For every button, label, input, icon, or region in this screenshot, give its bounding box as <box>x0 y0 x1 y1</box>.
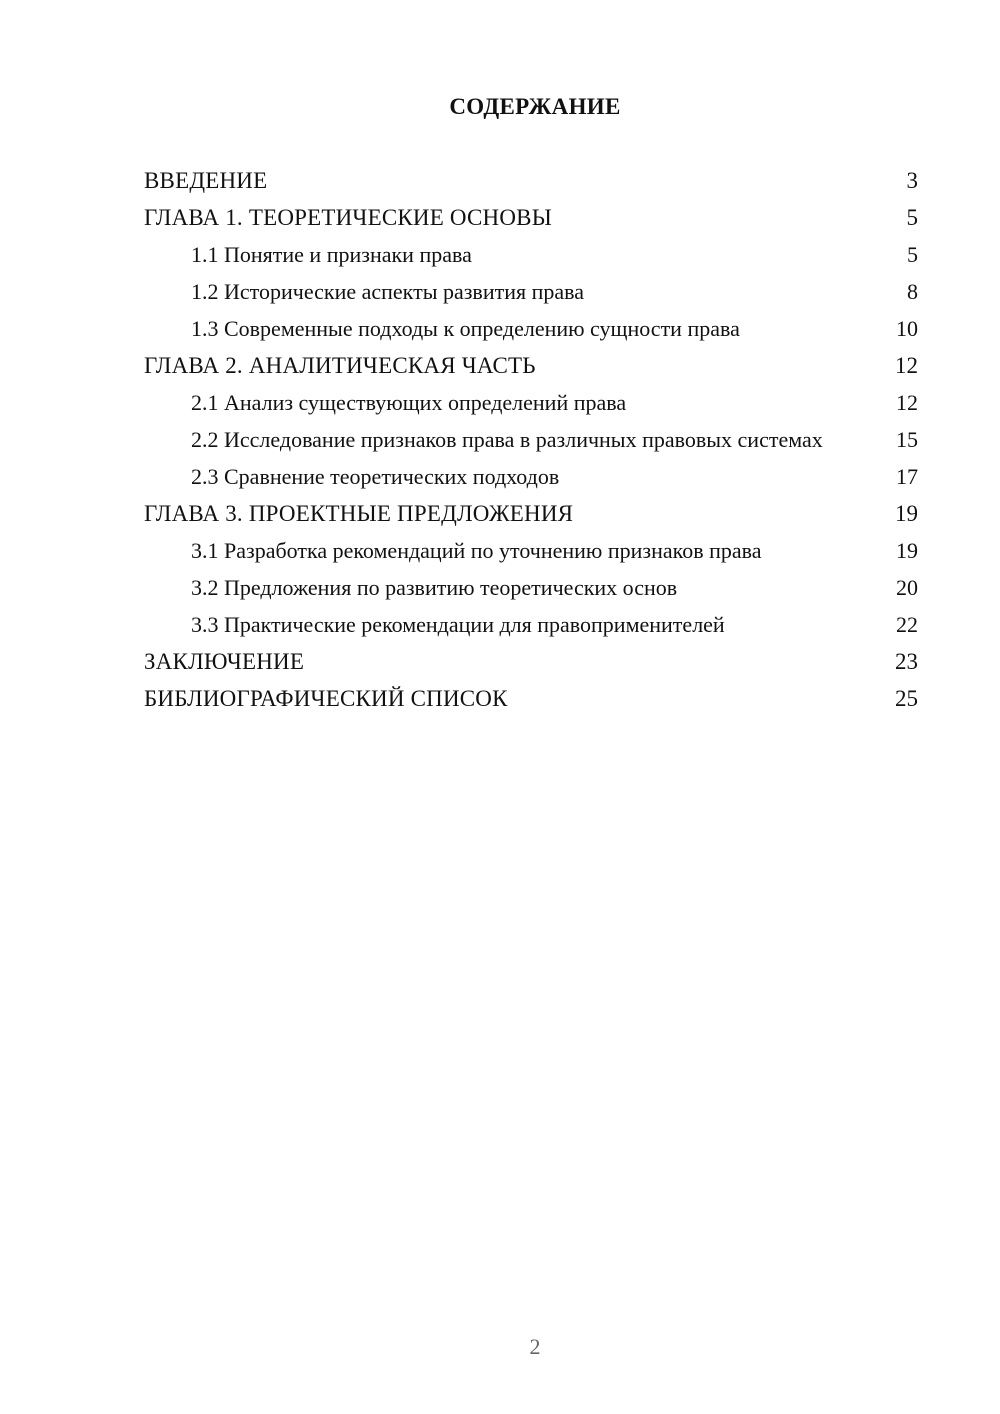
toc-entry-introduction <box>144 168 918 194</box>
toc-entry-page: 23 <box>895 649 918 674</box>
toc-entry-page: 22 <box>896 612 918 637</box>
toc-entry-section-2-3 <box>191 464 918 490</box>
page-number: 2 <box>529 1334 541 1359</box>
toc-entry-chapter-1 <box>144 205 918 231</box>
toc-entry-text: 2.1 Анализ существующих определений права <box>191 390 627 415</box>
toc-entry-page: 12 <box>896 390 918 415</box>
toc-entry-section-1-3 <box>191 316 918 342</box>
toc-entry-chapter-3 <box>144 501 918 527</box>
toc-entry-section-3-1 <box>191 538 918 564</box>
toc-entry-text: 1.1 Понятие и признаки права <box>191 242 472 267</box>
toc-entry-text: ГЛАВА 3. ПРОЕКТНЫЕ ПРЕДЛОЖЕНИЯ <box>144 501 574 526</box>
toc-entry-page: 3 <box>906 168 918 193</box>
toc-entry-section-2-1 <box>191 390 918 416</box>
toc-entry-text: 3.2 Предложения по развитию теоретических основ <box>191 575 678 600</box>
toc-entry-page: 12 <box>895 353 918 378</box>
toc-entry-text: 2.3 Сравнение теоретических подходов <box>191 464 560 489</box>
toc-entry-page: 15 <box>896 427 918 452</box>
toc-entry-page: 5 <box>906 205 918 230</box>
toc-entry-conclusion <box>144 649 918 675</box>
toc-entry-page: 19 <box>895 501 918 526</box>
toc-entry-page: 5 <box>907 242 918 267</box>
toc-entry-text: ЗАКЛЮЧЕНИЕ <box>144 649 305 674</box>
toc-entry-page: 8 <box>907 279 918 304</box>
table-of-contents <box>144 168 918 723</box>
toc-entry-section-1-2 <box>191 279 918 305</box>
toc-entry-section-3-2 <box>191 575 918 601</box>
toc-entry-text: БИБЛИОГРАФИЧЕСКИЙ СПИСОК <box>144 686 508 711</box>
toc-entry-page: 19 <box>896 538 918 563</box>
toc-entry-text: 1.2 Исторические аспекты развития права <box>191 279 585 304</box>
toc-entry-section-1-1 <box>191 242 918 268</box>
toc-entry-bibliography <box>144 686 918 712</box>
toc-entry-section-3-3 <box>191 612 918 638</box>
toc-entry-text: ГЛАВА 2. АНАЛИТИЧЕСКАЯ ЧАСТЬ <box>144 353 536 378</box>
toc-title: СОДЕРЖАНИЕ <box>449 94 621 119</box>
toc-entry-text: 3.3 Практические рекомендации для правоприменителей <box>191 612 725 637</box>
toc-entry-page: 17 <box>896 464 918 489</box>
toc-entry-text: ВВЕДЕНИЕ <box>144 168 268 193</box>
toc-entry-text: 2.2 Исследование признаков права в различных правовых системах <box>191 427 823 452</box>
toc-entry-section-2-2 <box>191 427 918 453</box>
toc-entry-page: 25 <box>895 686 918 711</box>
toc-entry-page: 10 <box>896 316 918 341</box>
toc-entry-text: 1.3 Современные подходы к определению сущности права <box>191 316 740 341</box>
toc-entry-text: 3.1 Разработка рекомендаций по уточнению признаков права <box>191 538 762 563</box>
toc-entry-text: ГЛАВА 1. ТЕОРЕТИЧЕСКИЕ ОСНОВЫ <box>144 205 552 230</box>
toc-entry-page: 20 <box>896 575 918 600</box>
toc-entry-chapter-2 <box>144 353 918 379</box>
